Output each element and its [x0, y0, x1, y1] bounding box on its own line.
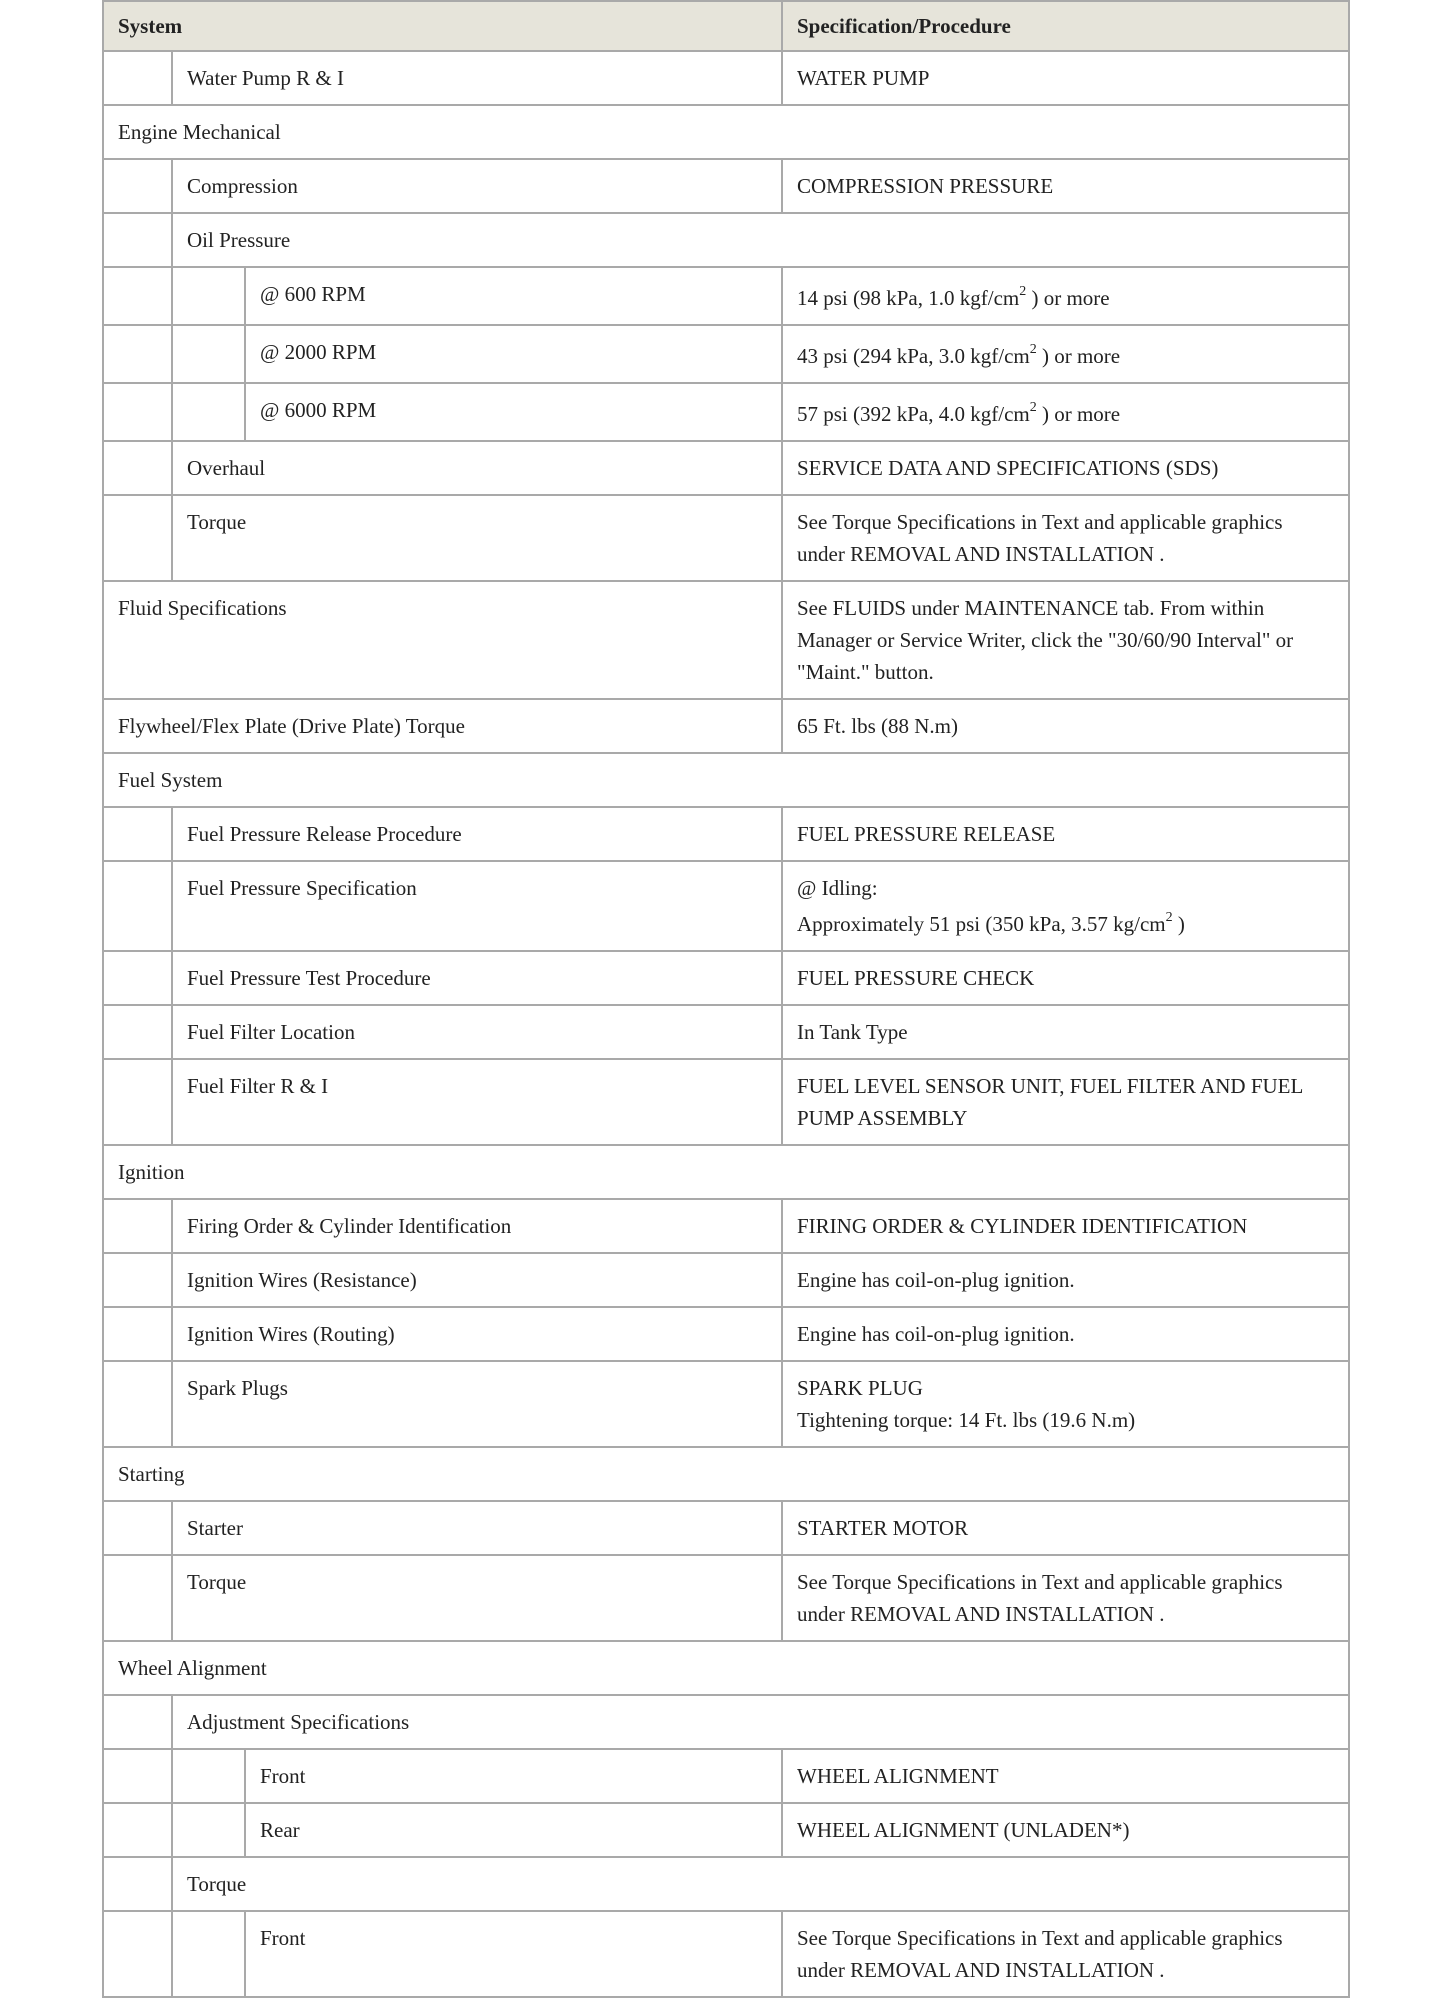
subsection-row [103, 213, 1349, 267]
indent-cell [103, 51, 172, 105]
row-value [782, 383, 1349, 441]
indent-cell [172, 1911, 245, 1997]
value-line [797, 908, 1334, 940]
indent-cell [103, 325, 172, 383]
section-row [103, 105, 1349, 159]
indent-cell [103, 1005, 172, 1059]
indent-cell [172, 325, 245, 383]
indent-cell [103, 1911, 172, 1997]
row-value [782, 325, 1349, 383]
row-label: Rear [245, 1803, 782, 1857]
table-row [103, 383, 1349, 441]
indent-cell [103, 1749, 172, 1803]
indent-cell [103, 383, 172, 441]
section-row [103, 1641, 1349, 1695]
superscript: 2 [1029, 400, 1037, 415]
row-label: @ 6000 RPM [245, 383, 782, 441]
indent-cell [103, 861, 172, 951]
table-row [103, 1199, 1349, 1253]
superscript: 2 [1029, 342, 1037, 357]
subsection-row [103, 1857, 1349, 1911]
value-line: @ Idling: [797, 876, 878, 900]
row-value: FIRING ORDER & CYLINDER IDENTIFICATION [782, 1199, 1349, 1253]
table-row [103, 807, 1349, 861]
row-label: Fuel Pressure Release Procedure [172, 807, 782, 861]
indent-cell [103, 441, 172, 495]
row-value: See Torque Specifications in Text and applicable graphics under REMOVAL AND INSTALLATION . [782, 1911, 1349, 1997]
row-label: Compression [172, 159, 782, 213]
indent-cell [103, 1059, 172, 1145]
table-row [103, 1555, 1349, 1641]
indent-cell [103, 213, 172, 267]
value-text: 14 psi (98 kPa, 1.0 kgf/cm [797, 286, 1020, 310]
indent-cell [172, 267, 245, 325]
indent-cell [103, 1803, 172, 1857]
row-value: FUEL PRESSURE CHECK [782, 951, 1349, 1005]
row-value: COMPRESSION PRESSURE [782, 159, 1349, 213]
row-label: Firing Order & Cylinder Identification [172, 1199, 782, 1253]
value-line: Tightening torque: 14 Ft. lbs (19.6 N.m) [797, 1408, 1136, 1432]
row-value: Engine has coil-on-plug ignition. [782, 1253, 1349, 1307]
row-label: Front [245, 1749, 782, 1803]
row-value: WHEEL ALIGNMENT (UNLADEN*) [782, 1803, 1349, 1857]
value-text: 43 psi (294 kPa, 3.0 kgf/cm [797, 344, 1030, 368]
section-row [103, 1447, 1349, 1501]
row-value: FUEL LEVEL SENSOR UNIT, FUEL FILTER AND FUEL PUMP ASSEMBLY [782, 1059, 1349, 1145]
indent-cell [103, 951, 172, 1005]
row-value [782, 267, 1349, 325]
table-row [103, 1059, 1349, 1145]
table-row [103, 495, 1349, 581]
value-text: ) or more [1036, 402, 1121, 426]
indent-cell [103, 1501, 172, 1555]
row-value: SERVICE DATA AND SPECIFICATIONS (SDS) [782, 441, 1349, 495]
indent-cell [103, 807, 172, 861]
indent-cell [103, 1307, 172, 1361]
value-text: Approximately 51 psi (350 kPa, 3.57 kg/cm [797, 912, 1166, 936]
row-label: Spark Plugs [172, 1361, 782, 1447]
row-value [782, 861, 1349, 951]
table-row [103, 1005, 1349, 1059]
indent-cell [103, 1555, 172, 1641]
value-text: ) [1172, 912, 1185, 936]
section-row [103, 753, 1349, 807]
row-label: Front [245, 1911, 782, 1997]
row-label: Overhaul [172, 441, 782, 495]
row-value: See Torque Specifications in Text and applicable graphics under REMOVAL AND INSTALLATION . [782, 495, 1349, 581]
row-label: Starter [172, 1501, 782, 1555]
table-row [103, 1749, 1349, 1803]
row-value: See Torque Specifications in Text and applicable graphics under REMOVAL AND INSTALLATION . [782, 1555, 1349, 1641]
row-value: 65 Ft. lbs (88 N.m) [782, 699, 1349, 753]
value-text: ) or more [1026, 286, 1110, 310]
row-value: WHEEL ALIGNMENT [782, 1749, 1349, 1803]
subsection-label: Torque [172, 1857, 1349, 1911]
subsection-row [103, 1695, 1349, 1749]
indent-cell [172, 383, 245, 441]
table-row [103, 581, 1349, 699]
indent-cell [103, 1199, 172, 1253]
indent-cell [103, 267, 172, 325]
table-row [103, 951, 1349, 1005]
row-label: Fuel Filter R & I [172, 1059, 782, 1145]
table-row [103, 699, 1349, 753]
table-header-row [103, 1, 1349, 51]
row-value [782, 1361, 1349, 1447]
table-row [103, 1501, 1349, 1555]
row-label: @ 600 RPM [245, 267, 782, 325]
section-row [103, 1145, 1349, 1199]
indent-cell [103, 159, 172, 213]
header-system: System [103, 1, 782, 51]
table-row [103, 1307, 1349, 1361]
row-value: Engine has coil-on-plug ignition. [782, 1307, 1349, 1361]
row-label: Fuel Filter Location [172, 1005, 782, 1059]
spec-table [102, 0, 1350, 1998]
row-label: Torque [172, 1555, 782, 1641]
row-label: @ 2000 RPM [245, 325, 782, 383]
section-label: Ignition [103, 1145, 1349, 1199]
row-label: Ignition Wires (Resistance) [172, 1253, 782, 1307]
row-label: Ignition Wires (Routing) [172, 1307, 782, 1361]
table-row [103, 861, 1349, 951]
indent-cell [172, 1749, 245, 1803]
table-row [103, 159, 1349, 213]
section-label: Engine Mechanical [103, 105, 1349, 159]
row-label: Torque [172, 495, 782, 581]
header-spec: Specification/Procedure [782, 1, 1349, 51]
table-row [103, 51, 1349, 105]
table-row [103, 1911, 1349, 1997]
indent-cell [103, 1695, 172, 1749]
table-row [103, 325, 1349, 383]
row-value: STARTER MOTOR [782, 1501, 1349, 1555]
row-label: Fuel Pressure Specification [172, 861, 782, 951]
superscript: 2 [1165, 910, 1173, 925]
indent-cell [103, 1857, 172, 1911]
table-row [103, 1803, 1349, 1857]
section-label: Wheel Alignment [103, 1641, 1349, 1695]
indent-cell [103, 1253, 172, 1307]
subsection-label: Adjustment Specifications [172, 1695, 1349, 1749]
row-label: Water Pump R & I [172, 51, 782, 105]
row-label: Flywheel/Flex Plate (Drive Plate) Torque [103, 699, 782, 753]
indent-cell [172, 1803, 245, 1857]
value-line: SPARK PLUG [797, 1376, 923, 1400]
row-label: Fuel Pressure Test Procedure [172, 951, 782, 1005]
indent-cell [103, 1361, 172, 1447]
table-row [103, 441, 1349, 495]
row-value: In Tank Type [782, 1005, 1349, 1059]
row-value: See FLUIDS under MAINTENANCE tab. From within Manager or Service Writer, click the "30/60/90 Interval" or "Maint." button. [782, 581, 1349, 699]
row-value: WATER PUMP [782, 51, 1349, 105]
table-row [103, 1361, 1349, 1447]
value-text: 57 psi (392 kPa, 4.0 kgf/cm [797, 402, 1030, 426]
row-value: FUEL PRESSURE RELEASE [782, 807, 1349, 861]
indent-cell [103, 495, 172, 581]
superscript: 2 [1019, 284, 1027, 299]
table-row [103, 267, 1349, 325]
row-label: Fluid Specifications [103, 581, 782, 699]
section-label: Fuel System [103, 753, 1349, 807]
subsection-label: Oil Pressure [172, 213, 1349, 267]
value-text: ) or more [1036, 344, 1121, 368]
section-label: Starting [103, 1447, 1349, 1501]
table-row [103, 1253, 1349, 1307]
